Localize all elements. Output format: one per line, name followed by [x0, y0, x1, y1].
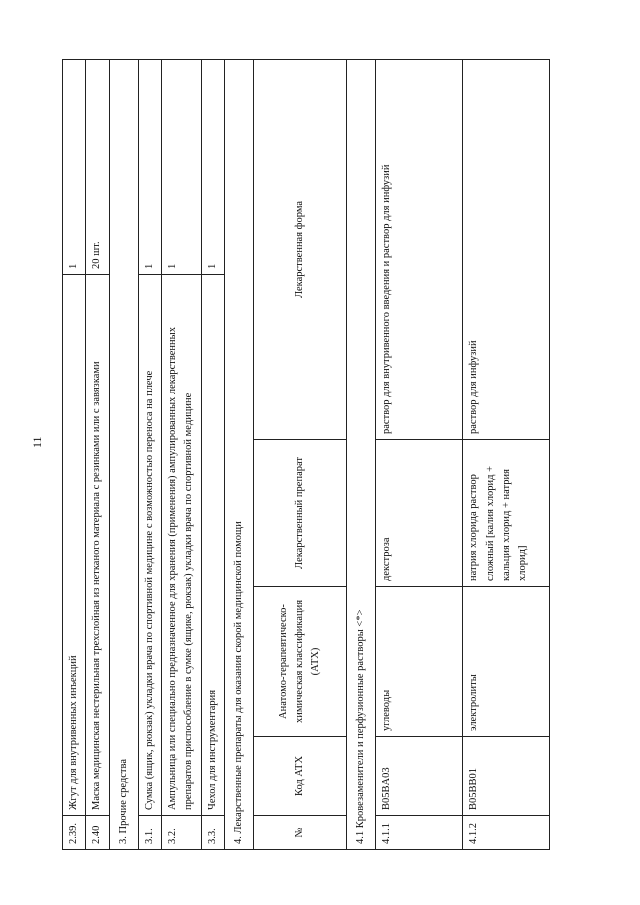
page-number: 11 — [30, 436, 44, 448]
section-title: 4. Лекарственные препараты для оказания скорой медицинской помощи — [224, 59, 253, 849]
table-row — [463, 59, 550, 849]
item-name: Сумка (ящик, рюкзак) укладки врача по спортивной медицине с возможностью переноса на плече — [138, 274, 161, 815]
row-number: 2.40 — [86, 816, 109, 850]
table-row — [86, 59, 109, 849]
row-number: 4.1.2 — [463, 816, 550, 850]
item-name: Жгут для внутривенных инъекций — [63, 274, 86, 815]
item-quantity: 1 — [63, 59, 86, 274]
header-atc-classification: Анатомо-терапевтическо-химическая классификация (АТХ) — [254, 587, 347, 737]
row-number: 3.2. — [162, 816, 202, 850]
row-number: 2.39. — [63, 816, 86, 850]
dosage-form: раствор для инфузий — [463, 59, 550, 439]
section-row — [224, 59, 253, 849]
section-title: 3. Прочие средства — [109, 59, 138, 849]
section-row — [109, 59, 138, 849]
header-number: № — [254, 816, 347, 850]
row-number: 3.1. — [138, 816, 161, 850]
item-name: Ампульница или специально предназначенное для хранения (применения) ампулированных лекарственных препаратов приспособление в сумке (ящике, рюкзак) укладки врача по спортивной медицине — [162, 274, 202, 815]
equipment-table-sheet — [62, 60, 579, 850]
dosage-form: раствор для внутривенного введения и раствор для инфузий — [376, 59, 463, 439]
table-row — [138, 59, 161, 849]
item-quantity: 1 — [162, 59, 202, 274]
item-name: Чехол для инструментария — [201, 274, 224, 815]
atc-code: B05BA03 — [376, 737, 463, 816]
table-row — [162, 59, 202, 849]
section-title: 4.1 Кровезаменители и перфузионные растворы <*> — [347, 59, 376, 849]
item-quantity: 20 шт. — [86, 59, 109, 274]
item-name: Маска медицинская нестерильная трехслойная из нетканого материала с резинками или с завязками — [86, 274, 109, 815]
atc-classification: электролиты — [463, 587, 550, 737]
header-atc-code: Код АТХ — [254, 737, 347, 816]
table-row — [201, 59, 224, 849]
item-quantity: 1 — [201, 59, 224, 274]
equipment-table — [62, 59, 550, 850]
drug-name: декстроза — [376, 440, 463, 587]
section-row — [347, 59, 376, 849]
row-number: 3.3. — [201, 816, 224, 850]
drug-name: натрия хлорида раствор сложный [калия хлорид + кальция хлорид + натрия хлорид] — [463, 440, 550, 587]
table-row — [376, 59, 463, 849]
atc-code: B05BB01 — [463, 737, 550, 816]
row-number: 4.1.1 — [376, 816, 463, 850]
table-row — [63, 59, 86, 849]
atc-classification: углеводы — [376, 587, 463, 737]
header-drug: Лекарственный препарат — [254, 440, 347, 587]
header-dosage-form: Лекарственная форма — [254, 59, 347, 439]
item-quantity: 1 — [138, 59, 161, 274]
drug-table-header — [254, 59, 347, 849]
